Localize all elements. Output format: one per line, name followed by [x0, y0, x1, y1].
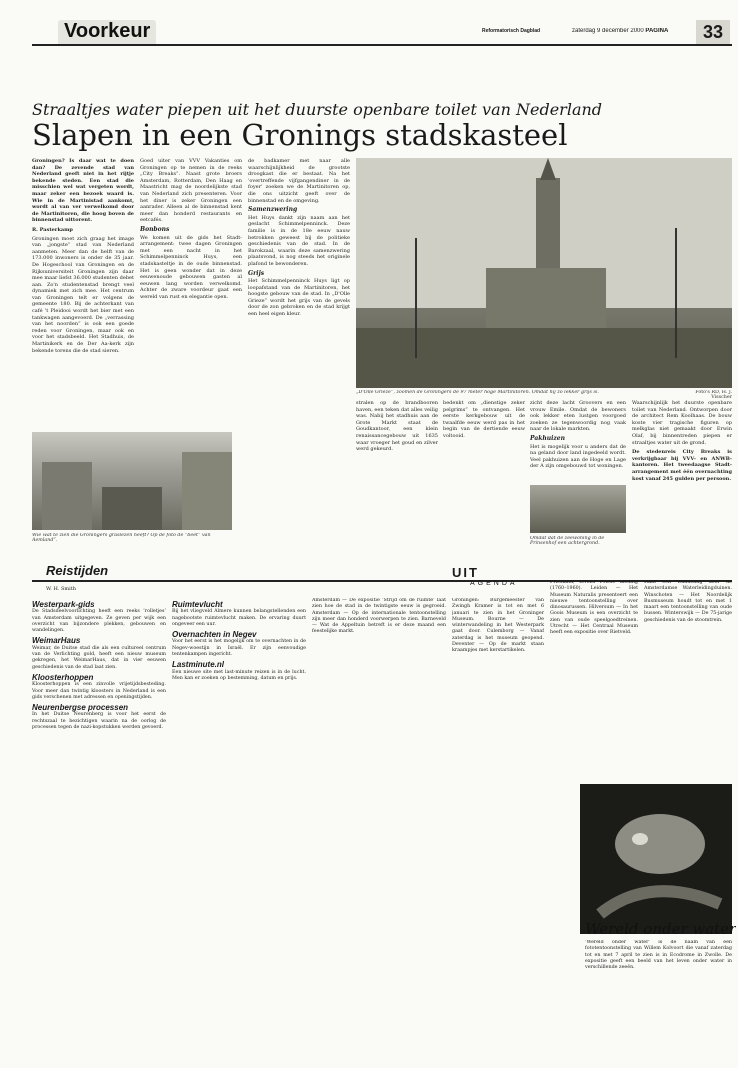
article-col7b-text: De stedenreis City Breaks is verkrijgbaar bij VVV- en ANWB-kantoren. Het tweedaagse Stadt-arrangement met één overnachting kost vanaf 245 gulden per persoon.	[632, 449, 732, 482]
article-column-4: stralen op de brandbooren haven, een teken dat alles veilig was. Nabij het stadhuis aan de Grote Markt staat de Goudkantoor, een klein renaissancegebouw uit 1635 waar vroeger het goud en zilver werd gekeurd.	[356, 400, 438, 453]
agenda-column-1: Groningen: Burgemeester van Zwingh Kramer is tot en met 6 januari te zien in het Groninger Museum. Bourne — De winterwandeling in het Westerpark gaat door. Culemborg — Vanaf zaterdag is het museum geopend. Deventer — Op de markt staan kraampjes met kerstartikelen.	[452, 598, 544, 654]
wov-body: ‘Wereld onder water’ is de naam van een fototentoonstelling van Willem Kolvoort die vanaf zaterdag tot en met 7 april te zien is in Ecodrome in Zwolle. De expositie geeft een beeld van het leven onder water in verschillende zeeën.	[585, 940, 732, 971]
article-col6b-text: Het is mogelijk voor u anders dat de na geland door land ingedeeld wordt. Veel pakhuizen aan de Hoge en Lage der A zijn omgebouwd tot woningen.	[530, 443, 626, 470]
article-column-3	[248, 158, 350, 558]
prinsenhof-caption: Omdat dat de zeewoning in de Prinsenhof een achtergrond.	[530, 536, 605, 546]
article-headline: Slapen in een Gronings stadskasteel	[32, 118, 568, 152]
wov-title: Wereld onder water	[585, 920, 737, 938]
reistip-title: Neurenbergse processen	[32, 703, 129, 713]
subhead-samenzwering: Samenzwering	[248, 206, 298, 214]
article-kicker: Straaltjes water piepen uit het duurste openbare toilet van Nederland	[32, 100, 603, 119]
subhead-bonbons: Bonbons	[140, 225, 170, 233]
section-rule	[32, 44, 732, 46]
reistip-title: Lastminute.nl	[172, 660, 225, 670]
article-col3b-text: Het Huys dankt zijn naam aan het geslacht Schimmelpenninck. Deze familie is in de 18e eeuw nauw betrokken geweest bij de politieke geschiedenis van de stad. In de Barokzaal, waarin deze samenzwering plaatsvond, is nog steeds het originele plafond te bewonderen.	[248, 214, 350, 267]
agenda-column-3: staat een wandeling door de Amsterdamse Waterleidingduinen. Winschoten — Het Noordelijk Busmuseum houdt tot en met 1 maart een tentoonstelling van oude bussen. Winterswijk — De 75-jarige geschiedenis van de stoomtrein.	[644, 580, 732, 623]
wov-photo	[580, 784, 732, 934]
street-photo	[32, 432, 232, 530]
fish-illustration	[580, 784, 732, 934]
article-col3-text: de badkamer met naar alle waarschijnlijkheid de grootste droogkast die er bestaat. Na het 'overtreffende vijfgangendiner in de foyer' zoeken we de Martinitoren op, die ons uitzicht geeft over de binnenstad en de omgeving.	[248, 158, 350, 204]
article-col6-text: zicht deze lacht Groovers en een vrouw Emile. Omdat de bewoners ook lekker eten lustgen voorgoed zoeken ze tegenwoordig nog vaak naar de lokale markten.	[530, 400, 626, 433]
issue-date: zaterdag 9 december 2000 PAGINA	[572, 28, 669, 34]
reistips-logo: Reistijden	[46, 563, 109, 578]
uit-header: UIT	[452, 565, 479, 580]
article-col3c-text: Het Schimmelpenninck Huys ligt op loopafstand van de Martinitoren, het hoogste gebouw van de stad. In „D'Olle Grieze” wordt het grijs van de gevels door de zon gebroken en de stad krijgt een heel eigen kleur.	[248, 278, 350, 318]
reistip-body: Een nieuwe site met last-minute reizen is in de lucht. Men kan er zoeken op bestemming, datum en prijs.	[172, 669, 306, 681]
article-column-2	[140, 158, 242, 458]
photo-credit: Foto's RD, H. J. Visscher	[695, 390, 732, 400]
street-photo-caption: Wie wat te zien die Groningers graslezen heeft? Op de foto de “beet” van Aemland”.	[32, 533, 211, 543]
reistips-author: W. H. Smith	[46, 586, 76, 592]
reistip-body: In het Duitse Neurenberg is voor het eerst de rechtszaal te bezichtigen waarin na de oorlog de processen tegen de nazi-kopstukken werden gevoerd.	[32, 712, 166, 731]
prinsenhof-photo	[530, 485, 626, 533]
reistip-body: De Stadsdeelvoorlichting heeft een reeks ‘rolletjes’ van Amsterdam uitgegeven. Ze geven per wijk een overzicht van bijzondere plekken, gebouwen en wandelingen.	[32, 609, 166, 634]
martinitoren-caption: „D'Olle Grieze”, zoomen de Groningers de 97 meter hoge Martinitoren. Omdat hij zo lekker grijs is.	[356, 390, 599, 395]
article-col1-text: Groningen moet zich graag het image van „jongste” stad van Nederland aanmeten. Meer dan de helft van de 173.000 inwoners is onder de 35 jaar. De Hogeschool van Groningen en de Rijksuniversiteit Groningen zijn daar mee maar liefst 36.000 studenten debet aan. Zo'n studentenstad brengt veel dynamiek met zich mee. Het centrum van Groningen telt er volgens de gemeente 180. Bij de achterkant van café 't Pleidooi wordt het bier met een tankwagen aangevoerd. De „verrassing van het noorden” is ook een goede reden voor Groningen, maar ook en voor het stadsbeeld. Het Stadhuis, de Martinikerk en de Der Aa-kerk zijn bekende torens die de stad sieren.	[32, 235, 134, 354]
article-col2b-text: We komen uit de gids het Stadt-arrangement: twee dagen Groningen met een nacht in het Schimmelpenninck Huys, een stadskasteltje in de oude binnenstad. Het is geen wonder dat in deze eeuwenoude gebouwen gasten al eeuwen lang worden verwelkomd. Achter de zware voordeur gaat een wereld van rust en elegantie open.	[140, 234, 242, 300]
reistip-title: Overnachten in Negev	[172, 630, 257, 640]
street-photo-illustration	[32, 432, 232, 530]
reistips-column-3: Amsterdam — De expositie ‘Strijd om de ruimte’ laat zien hoe de stad in de twintigste eeuw is gegroeid. Amsterdam — Op de internationale tentoonstelling zijn meer dan honderd voorwerpen te zien. Barneveld — Wat de Appeltuin betreft is er deze maand een feestelijke markt.	[312, 598, 446, 635]
top-meta-line	[0, 2, 738, 8]
article-col7-text: Waarschijnlijk het duurste openbare toilet van Nederland. Ontworpen door de architect Rem Koolhaas. De bouw koste vier tragische figuren op melkglas niet gemaakt door Erwin Olaf, bij binnentreden piepen er straaltjes water uit de grond.	[632, 400, 732, 446]
section-label: Voorkeur	[58, 20, 156, 46]
article-column-7	[632, 400, 732, 560]
reistip-body: Kloosterhoppen is een zinvolle vrijetijdsbesteding. Voor meer dan twintig kloosters in Nederland is een gids verschenen met adressen en openingstijden.	[32, 682, 166, 700]
page-number: 33	[696, 20, 730, 44]
reistip-body: Bij het vliegveld Almere kunnen belangstellenden een nagebootste ruimtevlucht maken. De ervaring duurt ongeveer een uur.	[172, 609, 306, 627]
subhead-pakhuizen: Pakhuizen	[530, 434, 565, 442]
reistip-title: Ruimtevlucht	[172, 600, 223, 609]
martinitoren-photo	[356, 158, 732, 388]
reistips-column-1	[32, 598, 166, 1058]
article-col2-text: Goed uiter van VVV Vakanties om Groningen op te nemen in de reeks „City Breaks”. Naast grote broers Amsterdam, Rotterdam, Den Haag en Maastricht mag de noordelijkste stad van Nederland zich presenteren. Voor het diner is zeker Groningen een aanrader. Alleen al de binnenstad kent meer dan honderd restaurants en eetcafés.	[140, 158, 242, 224]
reistip-title: Kloosterhoppen	[32, 672, 94, 682]
agenda-header: AGENDA	[470, 580, 518, 587]
martinitoren-illustration	[356, 158, 732, 388]
newspaper-brand: Reformatorisch Dagblad	[482, 28, 541, 34]
reistip-body: Voor het eerst is het mogelijk om te overnachten in de Negev-woestijn in Israël. Er zijn eenvoudige tentenkampen ingericht.	[172, 639, 306, 658]
agenda-column-2: Friesland, tevens Friese kleding (1760–1960). Leiden — Het Museum Naturalis presenteert een nieuwe tentoonstelling over dinosaurussen. Hilversum — In het Goois Museum is een overzicht te zien van oude speelgoedtreinen. Utrecht — Het Centraal Museum heeft een expositie over Rietveld.	[550, 580, 638, 636]
reistips-column-2	[172, 598, 306, 1058]
article-column-6	[530, 400, 626, 480]
article-column-5: bedenkt om „dienstige zeker pelgrims” te ontvangen. Het eerste kerkgebouw uit de twaalfde eeuw werd pas in het begin van de dertiende eeuw voltooid.	[443, 400, 525, 439]
subhead-grijs: Grijs	[248, 269, 265, 277]
reistip-body: Weimar, de Duitse stad die als een cultureel centrum van de Verlichting gold, heeft een nieuw museum gekregen, het WeimarHaus, dat in vier eeuwen geschiedenis van de stad laat zien.	[32, 645, 166, 670]
reistip-title: WeimarHaus	[32, 636, 81, 646]
article-intro: Groningen? Is daar wat te doen dan? De zevende stad van Nederland geeft niet in het rijtje bekende steden. Een stad die misschien wel wat vergeten wordt, maar zeker een bezoek waard is. Wie in de Martinistad aankomt, wordt al van ver verwelkomd door de Martinitoren, die hoog boven de binnenstad uittorent.	[32, 158, 134, 224]
article-byline: R. Pasterkamp	[32, 226, 73, 233]
reistip-title: Westerpark-gids	[32, 600, 95, 609]
